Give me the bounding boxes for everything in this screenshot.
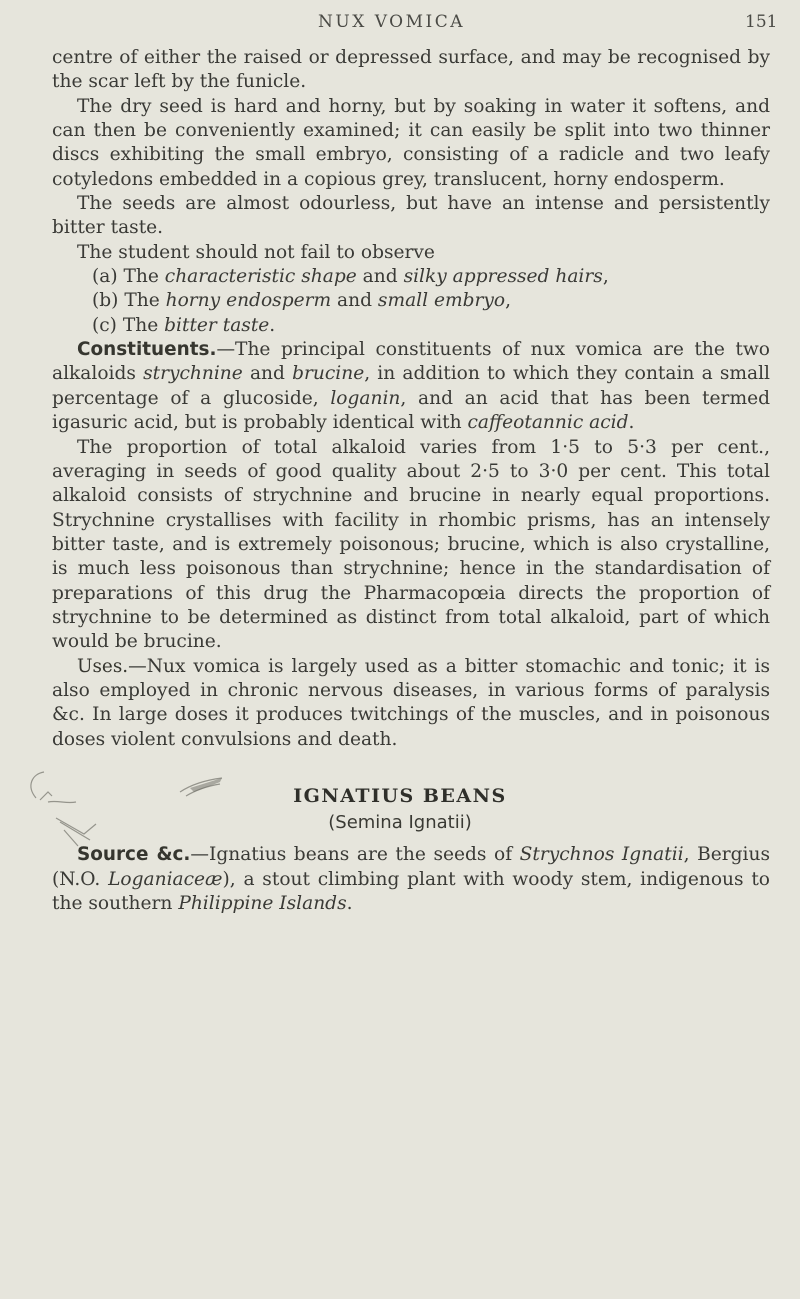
paragraph [52, 843, 770, 917]
paragraph: The student should not fail to observe [77, 241, 435, 263]
section-heading-source: Source &c. [77, 844, 191, 865]
text: , [602, 266, 609, 288]
text: . [346, 893, 353, 914]
section-subtitle: (Semina Ignatii) [328, 812, 472, 833]
emphasis: small embryo [377, 290, 506, 312]
text: —Ignatius beans are the seeds of [190, 844, 520, 865]
emphasis: caffeotannic acid [467, 412, 629, 434]
paragraph: The seeds are almost odourless, but have an intense and persistently bitter taste. [52, 193, 770, 239]
text: and [331, 290, 378, 312]
text: and [242, 363, 293, 385]
running-head: NUX VOMICA [318, 12, 466, 32]
emphasis: characteristic shape [164, 266, 357, 288]
section-heading-uses: Uses. [77, 655, 129, 677]
text: , Bergius (N.O. [52, 844, 771, 890]
source-paragraph [52, 843, 770, 917]
text: and [356, 266, 404, 288]
paragraph: centre of either the raised or depressed surface, and may be recognised by the scar left by the funicle. [52, 47, 770, 93]
text: , in addition to which they contain a small percentage of a glucoside, [52, 363, 770, 409]
emphasis: Philippine Islands [178, 893, 347, 914]
page-number: 151 [745, 12, 778, 32]
text: . [269, 314, 276, 336]
emphasis: bitter taste [164, 314, 270, 336]
emphasis: Loganiaceæ [108, 868, 223, 890]
paragraph: The proportion of total alkaloid varies from 1·5 to 5·3 per cent., averaging in seeds of good quality about 2·5 to 3·0 per cent. This total alkaloid consists of strychnine and brucine in nearly equal proportions. Strychnine crystallises with facility in rhombic prisms, has an intensely bitter taste, and is extremely poisonous; brucine, which is also crystalline, is much less poisonous than strychnine; hence in the standardisation of preparations of this drug the Pharmacopœia directs the proportion of strychnine to be determined as distinct from total alkaloid, part of which would be brucine. [52, 436, 770, 653]
emphasis: brucine [292, 363, 365, 385]
text: —Nux vomica is largely used as a bitter stomachic and tonic; it is also employed in chronic nervous diseases, in various forms of paralysis &c. In large doses it produces twitchings of the muscles, and in poisonous doses violent convulsions and death. [52, 655, 770, 750]
list-marker: (b) The [92, 290, 166, 312]
section-title-ignatius-beans: IGNATIUS BEANS [293, 785, 507, 807]
text: , and an acid that has been termed igasuric acid, but is probably identical with [52, 387, 770, 434]
text: . [628, 412, 635, 434]
emphasis: Strychnos Ignatii [519, 844, 684, 865]
emphasis: silky appressed hairs [403, 266, 603, 288]
paragraph: The dry seed is hard and horny, but by soaking in water it softens, and can then be conveniently examined; it can easily be split into two thinner discs exhibiting the small embryo, consisting of a radicle and two leafy cotyledons embedded in a copious grey, translucent, horny endosperm. [52, 95, 770, 190]
text: —The principal constituents of nux vomica are the two alkaloids [52, 339, 770, 385]
emphasis: loganin [330, 387, 401, 409]
section-heading-constituents: Constituents. [77, 339, 217, 361]
list-marker: (a) The [92, 266, 165, 288]
emphasis: horny endosperm [165, 290, 332, 312]
list-marker: (c) The [92, 314, 165, 336]
text: , [505, 290, 512, 312]
emphasis: strychnine [143, 363, 243, 385]
text: ), a stout climbing plant with woody stem, indigenous to the southern [52, 868, 770, 914]
